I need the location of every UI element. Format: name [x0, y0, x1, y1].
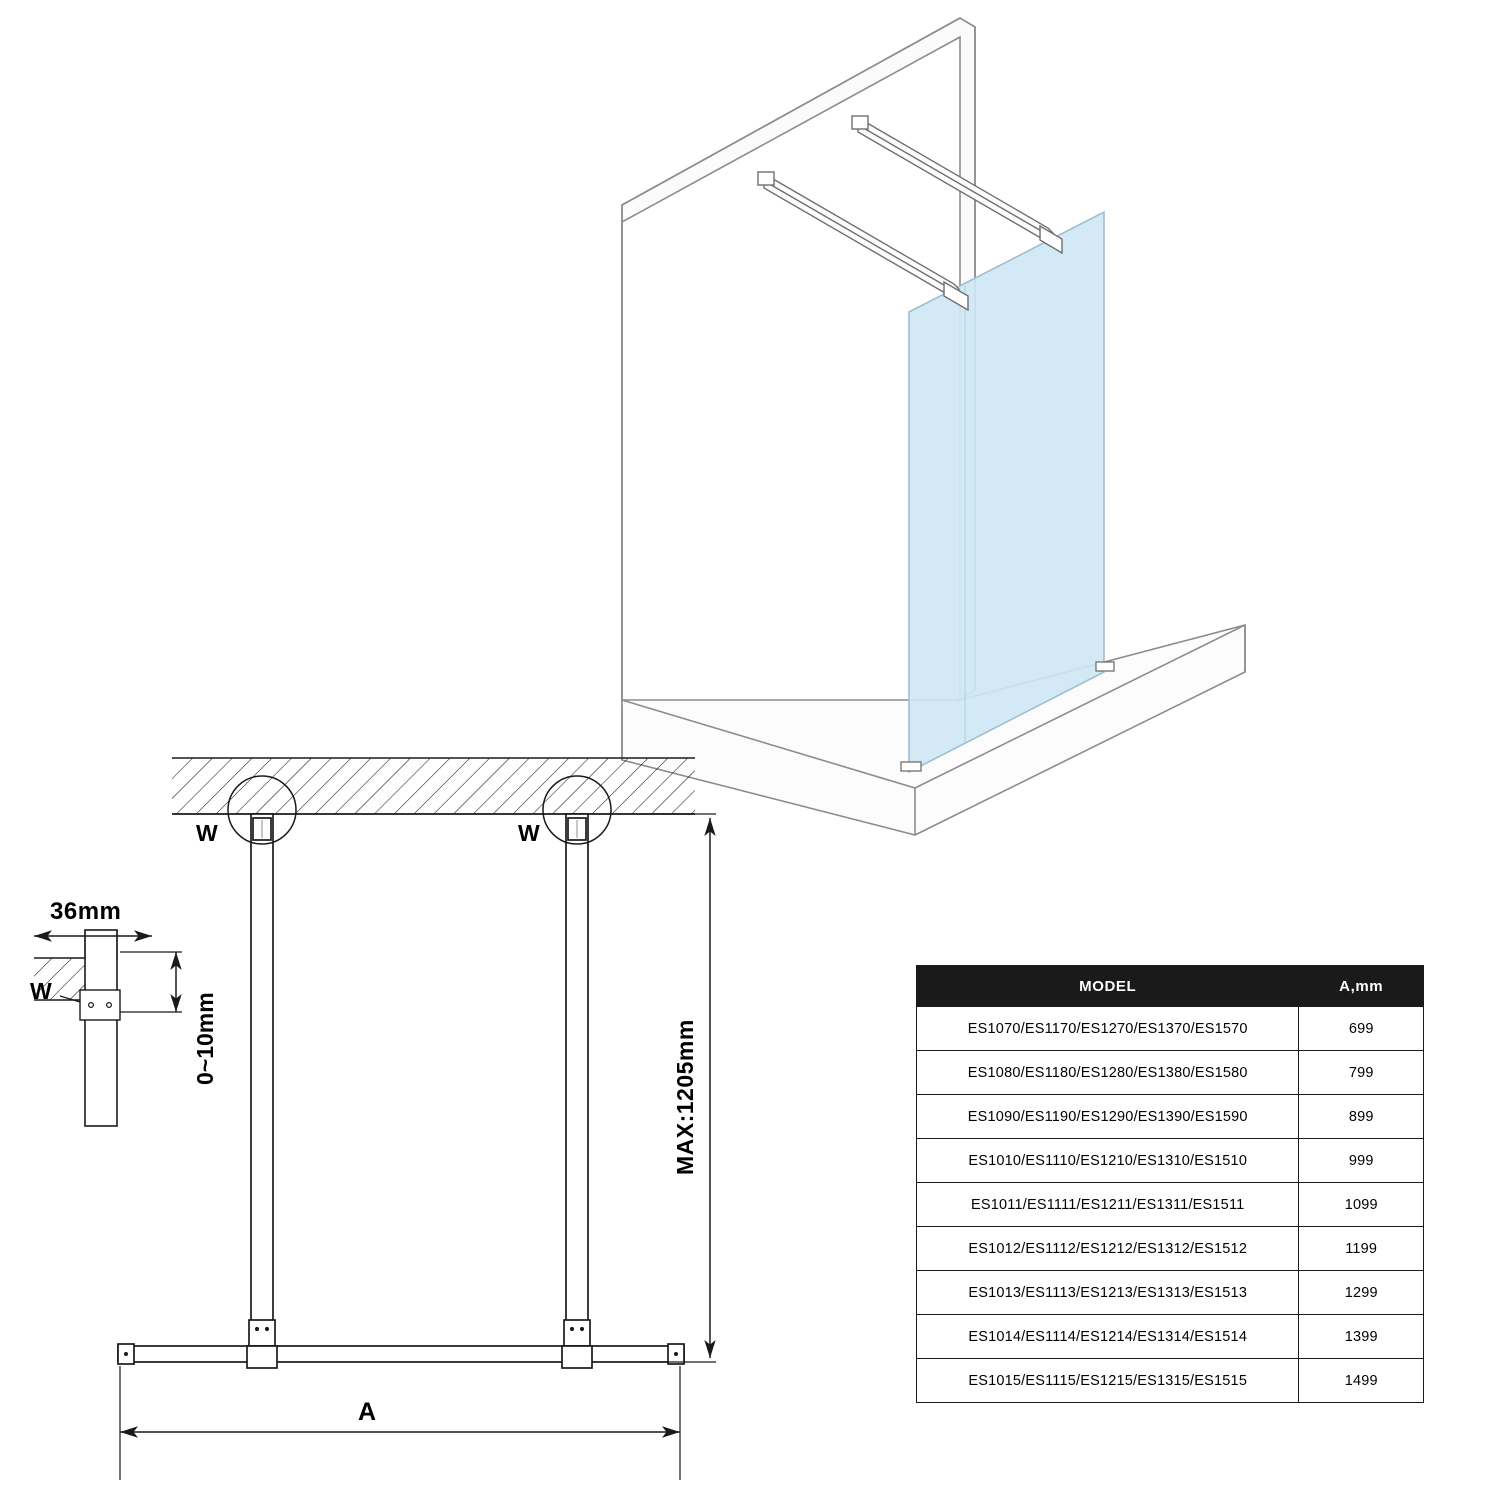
label-gap-range: 0~10mm: [192, 992, 218, 1085]
table-body: [917, 1007, 1424, 1403]
cell-model: ES1080/ES1180/ES1280/ES1380/ES1580: [917, 1051, 1299, 1095]
detail-view-wall-fixing: [34, 930, 182, 1126]
cell-model: ES1010/ES1110/ES1210/ES1310/ES1510: [917, 1139, 1299, 1183]
cell-model: ES1070/ES1170/ES1270/ES1370/ES1570: [917, 1007, 1299, 1051]
header-a-mm: A,mm: [1299, 966, 1424, 1007]
cell-a: 1499: [1299, 1359, 1424, 1403]
table-row: [917, 1139, 1424, 1183]
ceiling-hatch: [172, 758, 695, 814]
label-wall-bracket-3: W: [30, 978, 52, 1004]
cell-a: 1099: [1299, 1183, 1424, 1227]
label-wall-bracket-2: W: [518, 820, 540, 846]
label-wall-bracket-1: W: [196, 820, 218, 846]
cell-a: 799: [1299, 1051, 1424, 1095]
header-model: MODEL: [917, 966, 1299, 1007]
table-row: [917, 1315, 1424, 1359]
label-width-a: A: [358, 1398, 377, 1426]
table-row: [917, 1227, 1424, 1271]
cell-a: 1199: [1299, 1227, 1424, 1271]
cell-model: ES1014/ES1114/ES1214/ES1314/ES1514: [917, 1315, 1299, 1359]
cell-a: 699: [1299, 1007, 1424, 1051]
cell-a: 899: [1299, 1095, 1424, 1139]
label-thickness: 36mm: [50, 898, 122, 925]
width-dimension: [120, 1366, 680, 1480]
table-row: [917, 1007, 1424, 1051]
table-row: [917, 1051, 1424, 1095]
table-row: [917, 1271, 1424, 1315]
table-header-row: [917, 966, 1424, 1007]
cell-a: 999: [1299, 1139, 1424, 1183]
model-spec-table: [916, 965, 1424, 1403]
cell-model: ES1013/ES1113/ES1213/ES1313/ES1513: [917, 1271, 1299, 1315]
table-row: [917, 1095, 1424, 1139]
cell-a: 1399: [1299, 1315, 1424, 1359]
label-max-height: MAX:1205mm: [672, 1019, 698, 1175]
cell-model: ES1015/ES1115/ES1215/ES1315/ES1515: [917, 1359, 1299, 1403]
table-row: [917, 1359, 1424, 1403]
cell-model: ES1012/ES1112/ES1212/ES1312/ES1512: [917, 1227, 1299, 1271]
cell-a: 1299: [1299, 1271, 1424, 1315]
cell-model: ES1090/ES1190/ES1290/ES1390/ES1590: [917, 1095, 1299, 1139]
elevation-vertical-bars: [118, 814, 684, 1368]
cell-model: ES1011/ES1111/ES1211/ES1311/ES1511: [917, 1183, 1299, 1227]
table-row: [917, 1183, 1424, 1227]
